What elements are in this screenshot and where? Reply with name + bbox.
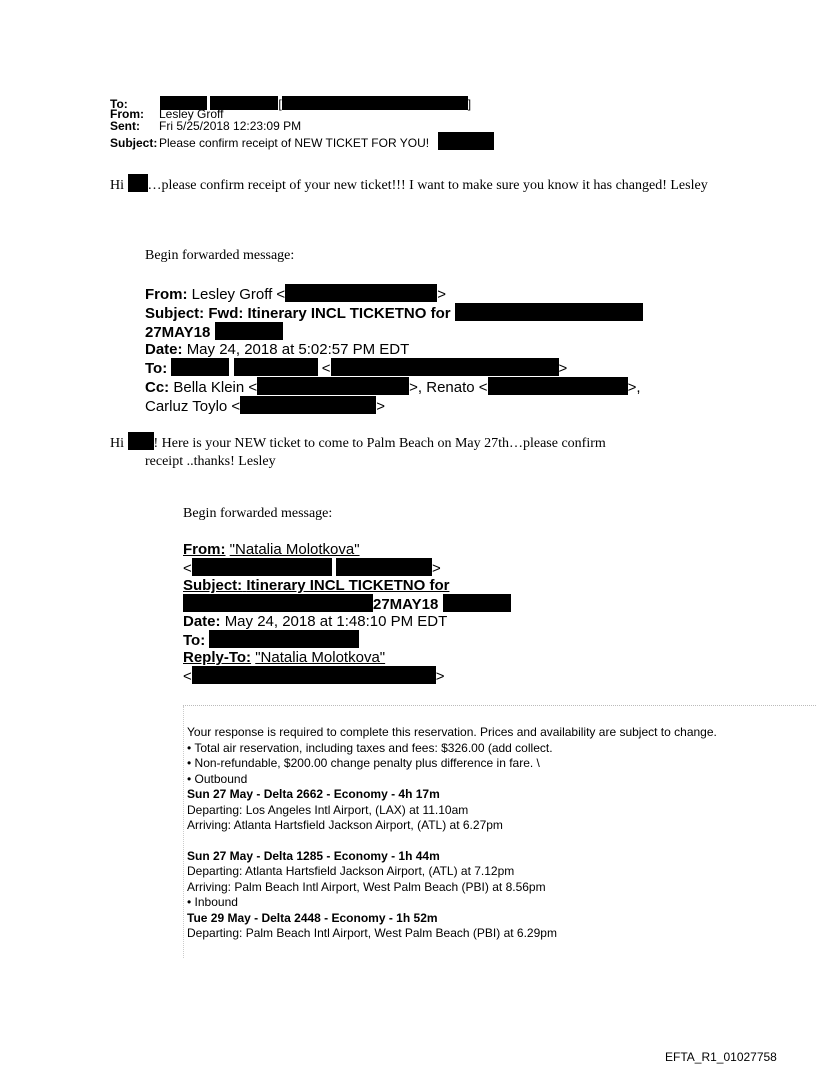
fwd2-to-row xyxy=(183,630,511,649)
redaction xyxy=(443,594,511,612)
flight-2-arriving: Arriving: Palm Beach Intl Airport, West Palm Beach (PBI) at 8.56pm xyxy=(187,879,546,894)
fwd2-from-email-row xyxy=(183,558,511,577)
from-label: From: xyxy=(110,107,144,121)
redaction xyxy=(192,558,332,576)
flight-1-arriving: Arriving: Atlanta Hartsfield Jackson Airport, (ATL) at 6.27pm xyxy=(187,818,503,832)
redaction xyxy=(455,303,643,321)
angle-bracket: > xyxy=(558,360,568,377)
fwd1-cc-row xyxy=(145,377,643,396)
fwd1-subject-row xyxy=(145,303,643,322)
spacer xyxy=(187,834,717,849)
itinerary xyxy=(187,725,717,942)
itinerary-bullet-refund: • Non-refundable, $200.00 change penalty plus difference in fare. \ xyxy=(187,756,540,770)
angle-bracket: < xyxy=(183,668,192,685)
fwd1-from-label: From: xyxy=(145,286,188,303)
redaction xyxy=(488,377,628,395)
fwd2-replyto-email-row xyxy=(183,666,511,685)
redaction xyxy=(285,284,437,302)
fwd1-from-name: Lesley Groff < xyxy=(191,286,286,303)
redaction xyxy=(128,174,148,192)
message-line-2: receipt ..thanks! Lesley xyxy=(145,454,276,469)
message-text: ! Here is your NEW ticket to come to Palm Beach on May 27th…please confirm xyxy=(153,436,606,451)
fwd1-to-row xyxy=(145,358,643,377)
itinerary-inbound: • Inbound xyxy=(187,895,238,909)
forwarded-header-1 xyxy=(145,284,643,415)
fwd2-from-label: From: xyxy=(183,541,226,558)
redaction xyxy=(438,132,494,150)
flight-2-departing: Departing: Atlanta Hartsfield Jackson Airport, (ATL) at 7.12pm xyxy=(187,864,515,878)
begin-forwarded-2: Begin forwarded message: xyxy=(183,506,333,521)
fwd2-date-label: Date: xyxy=(183,613,221,630)
sent-row xyxy=(110,120,494,132)
redaction xyxy=(215,322,283,340)
subject-value: Please confirm receipt of NEW TICKET FOR YOU! xyxy=(159,136,430,150)
fwd1-subject-text: Fwd: Itinerary INCL TICKETNO for xyxy=(208,305,451,322)
fwd2-from-name: "Natalia Molotkova" xyxy=(229,541,360,558)
fwd1-date-row xyxy=(145,341,643,358)
from-value: Lesley Groff xyxy=(159,107,224,121)
angle-bracket: < xyxy=(321,360,331,377)
fwd2-replyto-name: "Natalia Molotkova" xyxy=(255,649,386,666)
fwd1-from-row xyxy=(145,284,643,303)
fwd2-date-row xyxy=(183,613,511,630)
fwd1-cc-bella: Bella Klein < xyxy=(173,379,258,396)
forwarded-header-2 xyxy=(183,541,511,685)
redaction xyxy=(128,432,154,450)
angle-bracket: > xyxy=(431,560,441,577)
fwd2-date-value: May 24, 2018 at 1:48:10 PM EDT xyxy=(224,613,448,630)
redaction xyxy=(234,358,318,376)
flight-3-departing: Departing: Palm Beach Intl Airport, West Palm Beach (PBI) at 6.29pm xyxy=(187,926,557,940)
angle-bracket: > xyxy=(435,668,445,685)
section-divider xyxy=(183,705,816,706)
to-label: To: xyxy=(110,97,128,111)
fwd1-cc-cont xyxy=(145,396,643,415)
redaction xyxy=(192,666,436,684)
fwd1-cc-renato: >, Renato < xyxy=(409,379,488,396)
fwd2-to-label: To: xyxy=(183,632,206,649)
flight-1-departing: Departing: Los Angeles Intl Airport, (LAX) at 11.10am xyxy=(187,802,469,817)
itinerary-bullet-total: • Total air reservation, including taxes and fees: $326.00 (add collect. xyxy=(187,740,553,755)
fwd2-from-row xyxy=(183,541,511,558)
email-header xyxy=(110,96,494,150)
begin-forwarded-1: Begin forwarded message: xyxy=(145,248,295,263)
redaction xyxy=(209,630,359,648)
fwd2-subject-date: 27MAY18 xyxy=(373,596,439,613)
quote-border xyxy=(183,706,184,958)
fwd2-subject-label: Subject: xyxy=(183,577,243,594)
itinerary-outbound: • Outbound xyxy=(187,771,248,786)
fwd1-cc-label: Cc: xyxy=(145,379,170,396)
subject-label: Subject: xyxy=(110,136,158,150)
message-text: …please confirm receipt of your new ticket!!! I want to make sure you know it has changed! Lesley xyxy=(147,178,708,193)
fwd2-subject-row xyxy=(183,577,511,594)
message-line-1 xyxy=(110,432,606,453)
cc-separator: >, xyxy=(627,379,641,396)
subject-row xyxy=(110,132,494,150)
fwd2-replyto-label: Reply-To: xyxy=(183,649,252,666)
redaction xyxy=(336,558,432,576)
sent-label: Sent: xyxy=(110,119,140,133)
redaction xyxy=(171,358,229,376)
flight-1-title: Sun 27 May - Delta 2662 - Economy - 4h 17m xyxy=(187,787,440,801)
fwd1-to-label: To: xyxy=(145,360,168,377)
sent-value: Fri 5/25/2018 12:23:09 PM xyxy=(159,119,302,133)
fwd2-subject-cont xyxy=(183,594,511,613)
redaction xyxy=(257,377,409,395)
message-body-1 xyxy=(110,174,710,195)
fwd1-subject-cont xyxy=(145,322,643,341)
flight-3-title: Tue 29 May - Delta 2448 - Economy - 1h 52m xyxy=(187,910,438,925)
to-row: To: [ ] xyxy=(110,97,472,111)
fwd1-cc-carluz: Carluz Toylo < xyxy=(145,398,241,415)
greeting: Hi xyxy=(110,436,124,451)
itinerary-intro: Your response is required to complete this reservation. Prices and availability are subject to change. xyxy=(187,725,717,739)
message-body-2 xyxy=(110,432,606,471)
fwd1-date-value: May 24, 2018 at 5:02:57 PM EDT xyxy=(186,341,410,358)
fwd1-subject-date: 27MAY18 xyxy=(145,324,211,341)
redaction xyxy=(183,594,373,612)
redaction xyxy=(331,358,559,376)
fwd2-subject-text: Itinerary INCL TICKETNO for xyxy=(246,577,450,594)
fwd2-replyto-row xyxy=(183,649,511,666)
document-id: EFTA_R1_01027758 xyxy=(665,1050,777,1064)
redaction xyxy=(240,396,376,414)
greeting: Hi xyxy=(110,178,124,193)
angle-bracket: > xyxy=(437,286,446,303)
angle-bracket: < xyxy=(183,560,192,577)
fwd1-subject-label: Subject: xyxy=(145,305,205,322)
angle-bracket: > xyxy=(376,398,385,415)
redaction xyxy=(282,96,468,110)
flight-2-title: Sun 27 May - Delta 1285 - Economy - 1h 44m xyxy=(187,848,440,863)
fwd1-date-label: Date: xyxy=(145,341,183,358)
